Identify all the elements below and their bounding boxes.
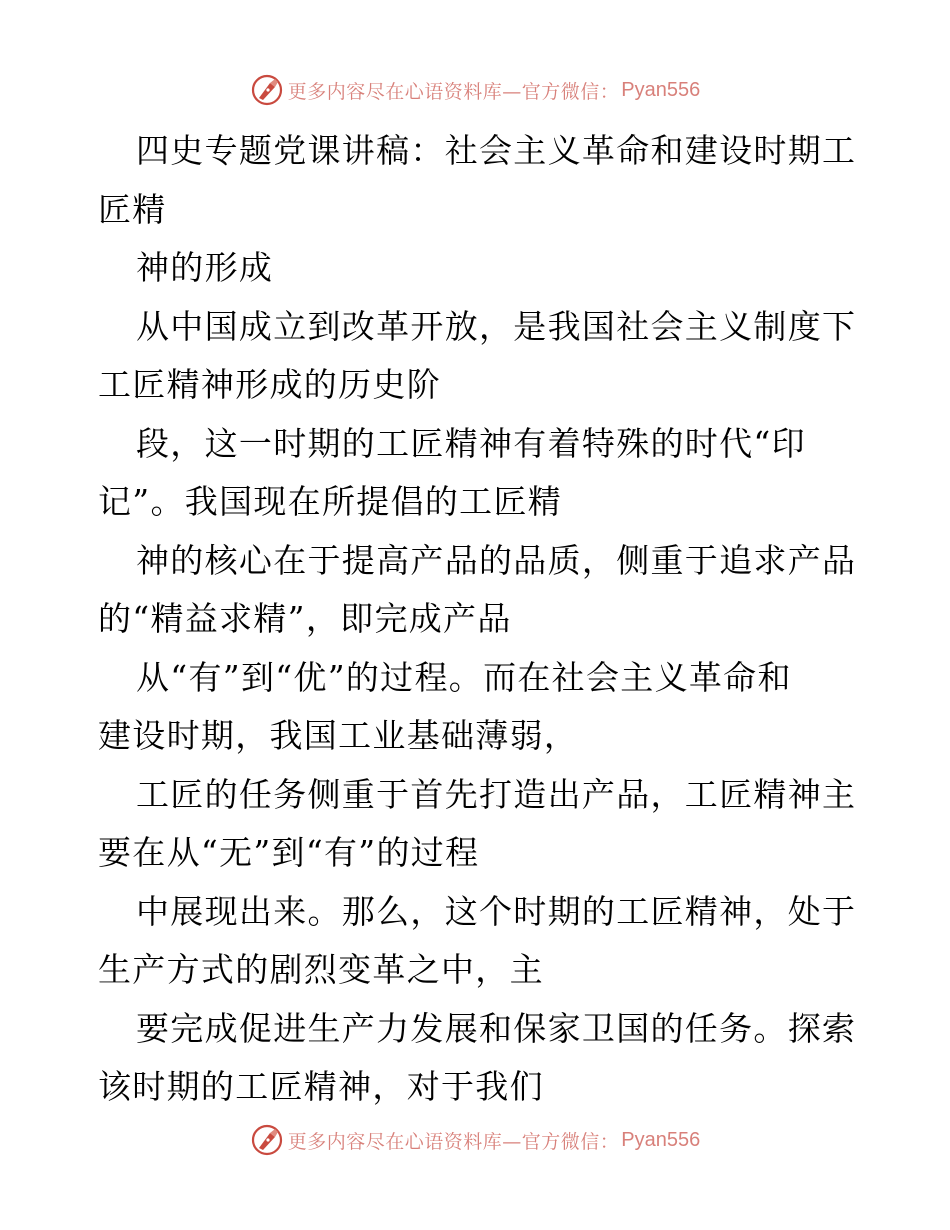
text-line: 从“有”到“优”的过程。而在社会主义革命和 — [136, 657, 792, 697]
header-watermark — [0, 70, 950, 110]
pen-nib-logo-icon — [250, 1123, 284, 1157]
watermark-text: 更多内容尽在心语资料库—官方微信： — [287, 1130, 620, 1153]
text-line: 段，这一时期的工匠精神有着特殊的时代“印 — [136, 423, 806, 463]
text-line: 匠精 — [98, 189, 167, 229]
text-line: 要完成促进生产力发展和保家卫国的任务。探索 — [136, 1008, 857, 1048]
text-line: 工匠的任务侧重于首先打造出产品，工匠精神主 — [136, 774, 857, 814]
text-line: 生产方式的剧烈变革之中，主 — [98, 950, 544, 989]
text-line: 记”。我国现在所提倡的工匠精 — [98, 482, 563, 521]
text-line: 该时期的工匠精神，对于我们 — [98, 1067, 544, 1106]
watermark-text: 更多内容尽在心语资料库—官方微信： — [287, 80, 620, 103]
document-body — [98, 122, 858, 1117]
text-line: 神的形成 — [136, 248, 274, 287]
watermark-wechat-id: Pyan556 — [621, 1128, 701, 1151]
text-line: 的“精益求精”，即完成产品 — [98, 599, 512, 638]
text-line: 建设时期，我国工业基础薄弱， — [98, 716, 579, 755]
text-line: 四史专题党课讲稿：社会主义革命和建设时期工 — [136, 131, 857, 170]
text-line: 从中国成立到改革开放，是我国社会主义制度下 — [136, 306, 857, 346]
text-line: 要在从“无”到“有”的过程 — [98, 833, 480, 872]
watermark-wechat-id: Pyan556 — [621, 78, 701, 101]
pen-nib-logo-icon — [250, 73, 284, 107]
footer-watermark — [0, 1120, 950, 1160]
text-line: 工匠精神形成的历史阶 — [98, 365, 441, 404]
text-line: 中展现出来。那么，这个时期的工匠精神，处于 — [136, 891, 857, 931]
text-line: 神的核心在于提高产品的品质，侧重于追求产品 — [136, 540, 857, 580]
